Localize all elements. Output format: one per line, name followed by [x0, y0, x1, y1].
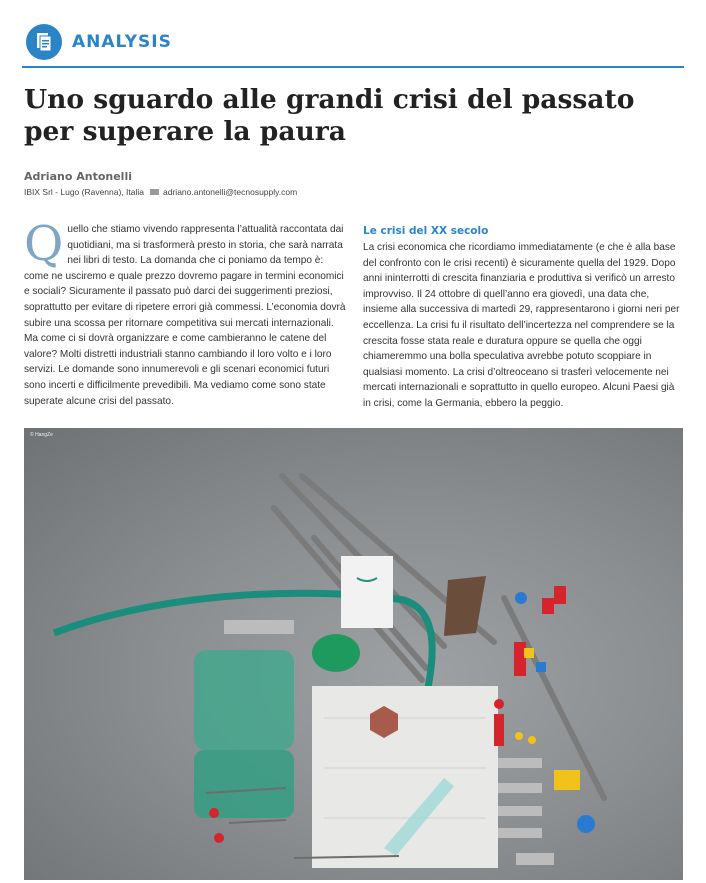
section-badge: [26, 24, 62, 60]
section-label: ANALYSIS: [72, 32, 172, 52]
intro-paragraph: [24, 216, 346, 409]
article-title: Uno sguardo alle grandi crisi del passato per superare la paura: [24, 84, 635, 147]
section-header: [22, 22, 684, 68]
author-affiliation: IBIX Srl - Lugo (Ravenna), Italia: [24, 187, 145, 197]
author-affiliation-line: [24, 187, 297, 197]
body-paragraph: La crisi economica che ricordiamo immediatamente (e che è alla base del confronto con le crisi recenti) è sicuramente quella del 1929. Dopo anni ininterrotti di crescita finanziaria e produttiva si verificò un arresto improvviso. Il 24 ottobre di quell’anno era giovedì, una data che, insieme alla successiva di martedì 29, rappresentarono i giorni neri per eccellenza. La crisi fu il risultato dell’incertezza nel comprendere se la crescita fosse stata reale e duratura oppure se quella che oggi chiameremmo una bolla speculativa avrebbe potuto scoppiare in qualsiasi momento. La crisi d’oltreoceano si trasferì velocemente nei mercati internazionali e soprattutto in quello europeo. Alcuni Paesi già in crisi, come la Germania, ebbero la peggio.: [363, 242, 680, 409]
mail-icon: [150, 189, 159, 195]
subheading: Le crisi del XX secolo: [363, 225, 489, 237]
author-email[interactable]: adriano.antonelli@tecnosupply.com: [163, 187, 298, 197]
drop-cap: Q: [24, 216, 64, 272]
document-icon: [34, 32, 54, 52]
author-name: Adriano Antonelli: [24, 170, 132, 183]
photo-credit: © HangZe: [30, 432, 53, 438]
components-illustration: [24, 428, 683, 880]
article-photo: [24, 428, 683, 880]
intro-text: uello che stiamo vivendo rappresenta l’attualità raccontata dai quotidiani, ma si trasformerà presto in storia, che sarà narrata nei libri di testo. La domanda che ci poniamo da tempo è: come ne usciremo e quale prezzo dovremo pagare in termini economici e sociali? Sicuramente il passato può darci dei suggerimenti preziosi, soprattutto per evitare di ripetere errori già commessi. L’economia dovrà subire una scossa per ritornare competitiva sui mercati internazionali. Ma come ci si dovrà organizzare e come cambieranno le catene del valore? Molti distretti industriali stanno cambiando il loro volto e i loro servizi. Le domande sono innumerevoli e gli scenari economici futuri sono incerti e difficilmente prevedibili. Ma vediamo come sono state superate alcune crisi del passato.: [24, 224, 346, 407]
